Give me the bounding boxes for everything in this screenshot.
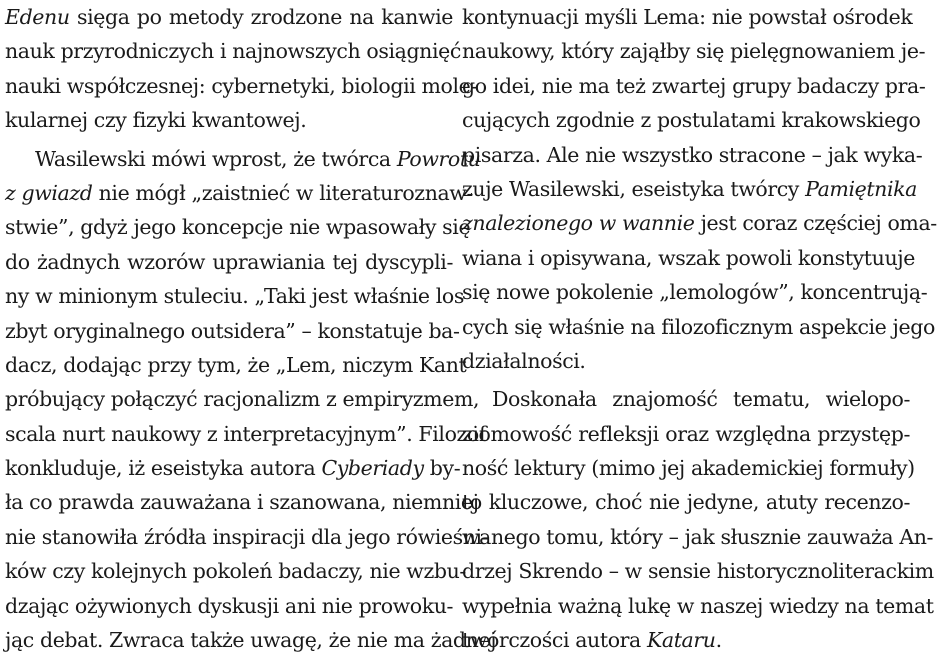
text-line: twórczości autora Kataru. [462,628,722,653]
left-column [5,0,497,657]
italic-title: z gwiazd [5,180,93,205]
right-column [462,0,937,657]
text-line: kularnej czy fizyki kwantowej. [5,108,307,133]
text-line: się nowe pokolenie „lemologów”, koncentrują- [462,280,928,305]
text-line: wypełnia ważną lukę w naszej wiedzy na temat [462,593,934,618]
text-line: kontynuacji myśli Lema: nie powstał ośrodek [462,5,913,29]
text-line: ła co prawda zauważana i szanowana, niemniej [5,490,479,515]
text-line: działalności. [462,348,586,373]
text-line: jąc debat. Zwraca także uwagę, że nie ma żadnej [5,628,497,653]
text-line: z gwiazd nie mógł „zaistnieć w literaturoznaw- [5,180,473,205]
italic-title: Kataru [646,628,716,653]
italic-title: Pamiętnika [805,176,917,201]
text-line: Edenu sięga po metody zrodzone na kanwie [5,5,453,29]
text-line: próbujący połączyć racjonalizm z empiryzmem, [5,387,480,412]
text-line: pisarza. Ale nie wszystko stracone – jak wyka- [462,142,923,167]
text-line: nie stanowiła źródła inspiracji dla jego rówieśni- [5,524,489,549]
text-line: cych się właśnie na filozoficznym aspekcie jego [462,314,935,339]
text-line: scala nurt naukowy z interpretacyjnym”. Filozof [5,421,487,446]
text-line: cujących zgodnie z postulatami krakowskiego [462,108,921,133]
text-line: naukowy, który zająłby się pielęgnowaniem je- [462,39,926,64]
text-line: to kluczowe, choć nie jedyne, atuty recenzo- [462,490,910,515]
italic-title: Edenu [5,5,70,29]
text-line: ny w minionym stuleciu. „Taki jest właśnie los [5,284,464,309]
text-line: dacz, dodając przy tym, że „Lem, niczym Kant [5,352,467,377]
text-line: znalezionego w wannie jest coraz częściej oma- [462,211,937,236]
paragraph-first-line: Wasilewski mówi wprost, że twórca Powrotu [35,146,481,171]
text-line: dzając ożywionych dyskusji ani nie prowoku- [5,593,454,618]
text-line: ność lektury (mimo jej akademickiej formuły) [462,456,915,481]
italic-title: Cyberiady [321,456,424,481]
text-line: do żadnych wzorów uprawiania tej dyscypli- [5,249,453,274]
italic-title: znalezionego w wannie [462,211,695,236]
text-line: zbyt oryginalnego outsidera” – konstatuje ba- [5,318,460,343]
text-line: ków czy kolejnych pokoleń badaczy, nie wzbu- [5,559,466,584]
text-line: nauk przyrodniczych i najnowszych osiągnięć [5,39,461,64]
text-line: stwie”, gdyż jego koncepcje nie wpasowały się [5,215,471,240]
paragraph-first-line: Doskonała znajomość tematu, wielopo- [492,387,910,412]
text-line: zuje Wasilewski, eseistyka twórcy Pamiętnika [462,176,917,201]
italic-title: Powrotu [396,146,481,171]
text-line: wiana i opisywana, wszak powoli konstytuuje [462,245,915,270]
text-line: wanego tomu, który – jak słusznie zauważa An- [462,524,934,549]
text-line: drzej Skrendo – w sensie historycznoliterackim [462,559,934,584]
text-line: konkluduje, iż eseistyka autora Cyberiady by- [5,456,461,481]
text-line: go idei, nie ma też zwartej grupy badaczy pra- [462,73,926,98]
text-line: nauki współczesnej: cybernetyki, biologii mole- [5,73,477,98]
text-line: ziomowość refleksji oraz względna przystęp- [462,421,910,446]
